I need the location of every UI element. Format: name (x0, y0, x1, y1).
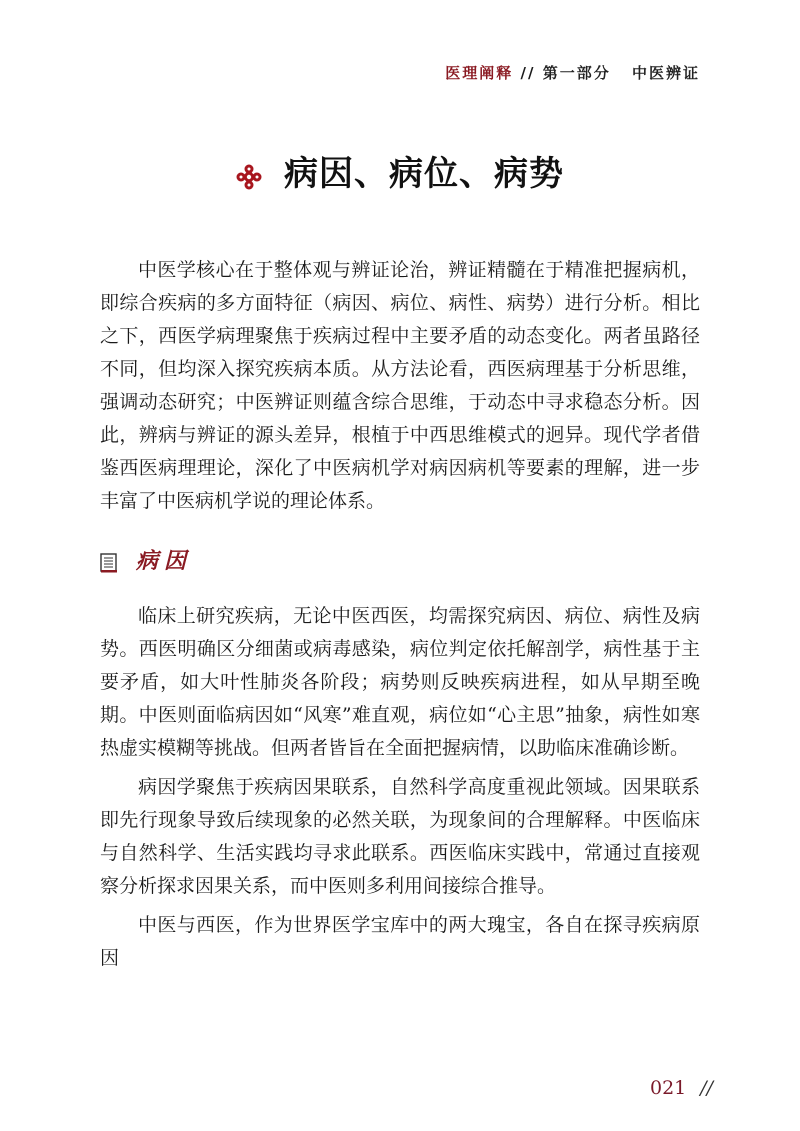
paragraph: 病因学聚焦于疾病因果联系，自然科学高度重视此领域。因果联系即先行现象导致后续现象的必然关联，为现象间的合理解释。中医临床与自然科学、生活实践均寻求此联系。西医临床实践中，常通过直接观察分析探求因果关系，而中医则多利用间接综合推导。 (100, 776, 700, 897)
intro-paragraph: 中医学核心在于整体观与辨证论治，辨证精髓在于精准把握病机，即综合疾病的多方面特征（病因、病位、病性、病势）进行分析。相比之下，西医学病理聚焦于疾病过程中主要矛盾的动态变化。两者虽路径不同，但均深入探究疾病本质。从方法论看，西医病理基于分析思维，强调动态研究；中医辨证则蕴含综合思维，于动态中寻求稳态分析。因此，辨病与辨证的源头差异，根植于中西思维模式的迥异。现代学者借鉴西医病理理论，深化了中医病机学对病因病机等要素的理解，进一步丰富了中医病机学说的理论体系。 (100, 259, 700, 512)
body-content (100, 254, 700, 975)
page-title: 病因、病位、病势 (284, 154, 564, 194)
book-icon (100, 551, 118, 571)
page-title-block (0, 146, 800, 195)
page-footer (650, 1077, 713, 1099)
separator: // (520, 64, 536, 82)
chapter-label: 中医辨证 (631, 64, 700, 82)
paragraph: 中医与西医，作为世界医学宝库中的两大瑰宝，各自在探寻疾病原因 (100, 914, 700, 969)
section-heading (100, 544, 700, 578)
running-head (445, 62, 700, 83)
page-number: 021 (650, 1077, 687, 1099)
section-heading-label: 病因 (136, 547, 193, 574)
book-title: 医理阐释 (445, 64, 514, 82)
ornament-icon (236, 159, 262, 185)
part-label: 第一部分 (542, 64, 611, 82)
paragraph: 临床上研究疾病，无论中医西医，均需探究病因、病位、病性及病势。西医明确区分细菌或病毒感染，病位判定依托解剖学，病性基于主要矛盾，如大叶性肺炎各阶段；病势则反映疾病进程，如从早期至晚期。中医则面临病因如“风寒”难直观，病位如“心主思”抽象，病性如寒热虚实模糊等挑战。但两者皆旨在全面把握病情，以助临床准确诊断。 (100, 605, 700, 759)
footer-slashes: // (700, 1077, 714, 1099)
